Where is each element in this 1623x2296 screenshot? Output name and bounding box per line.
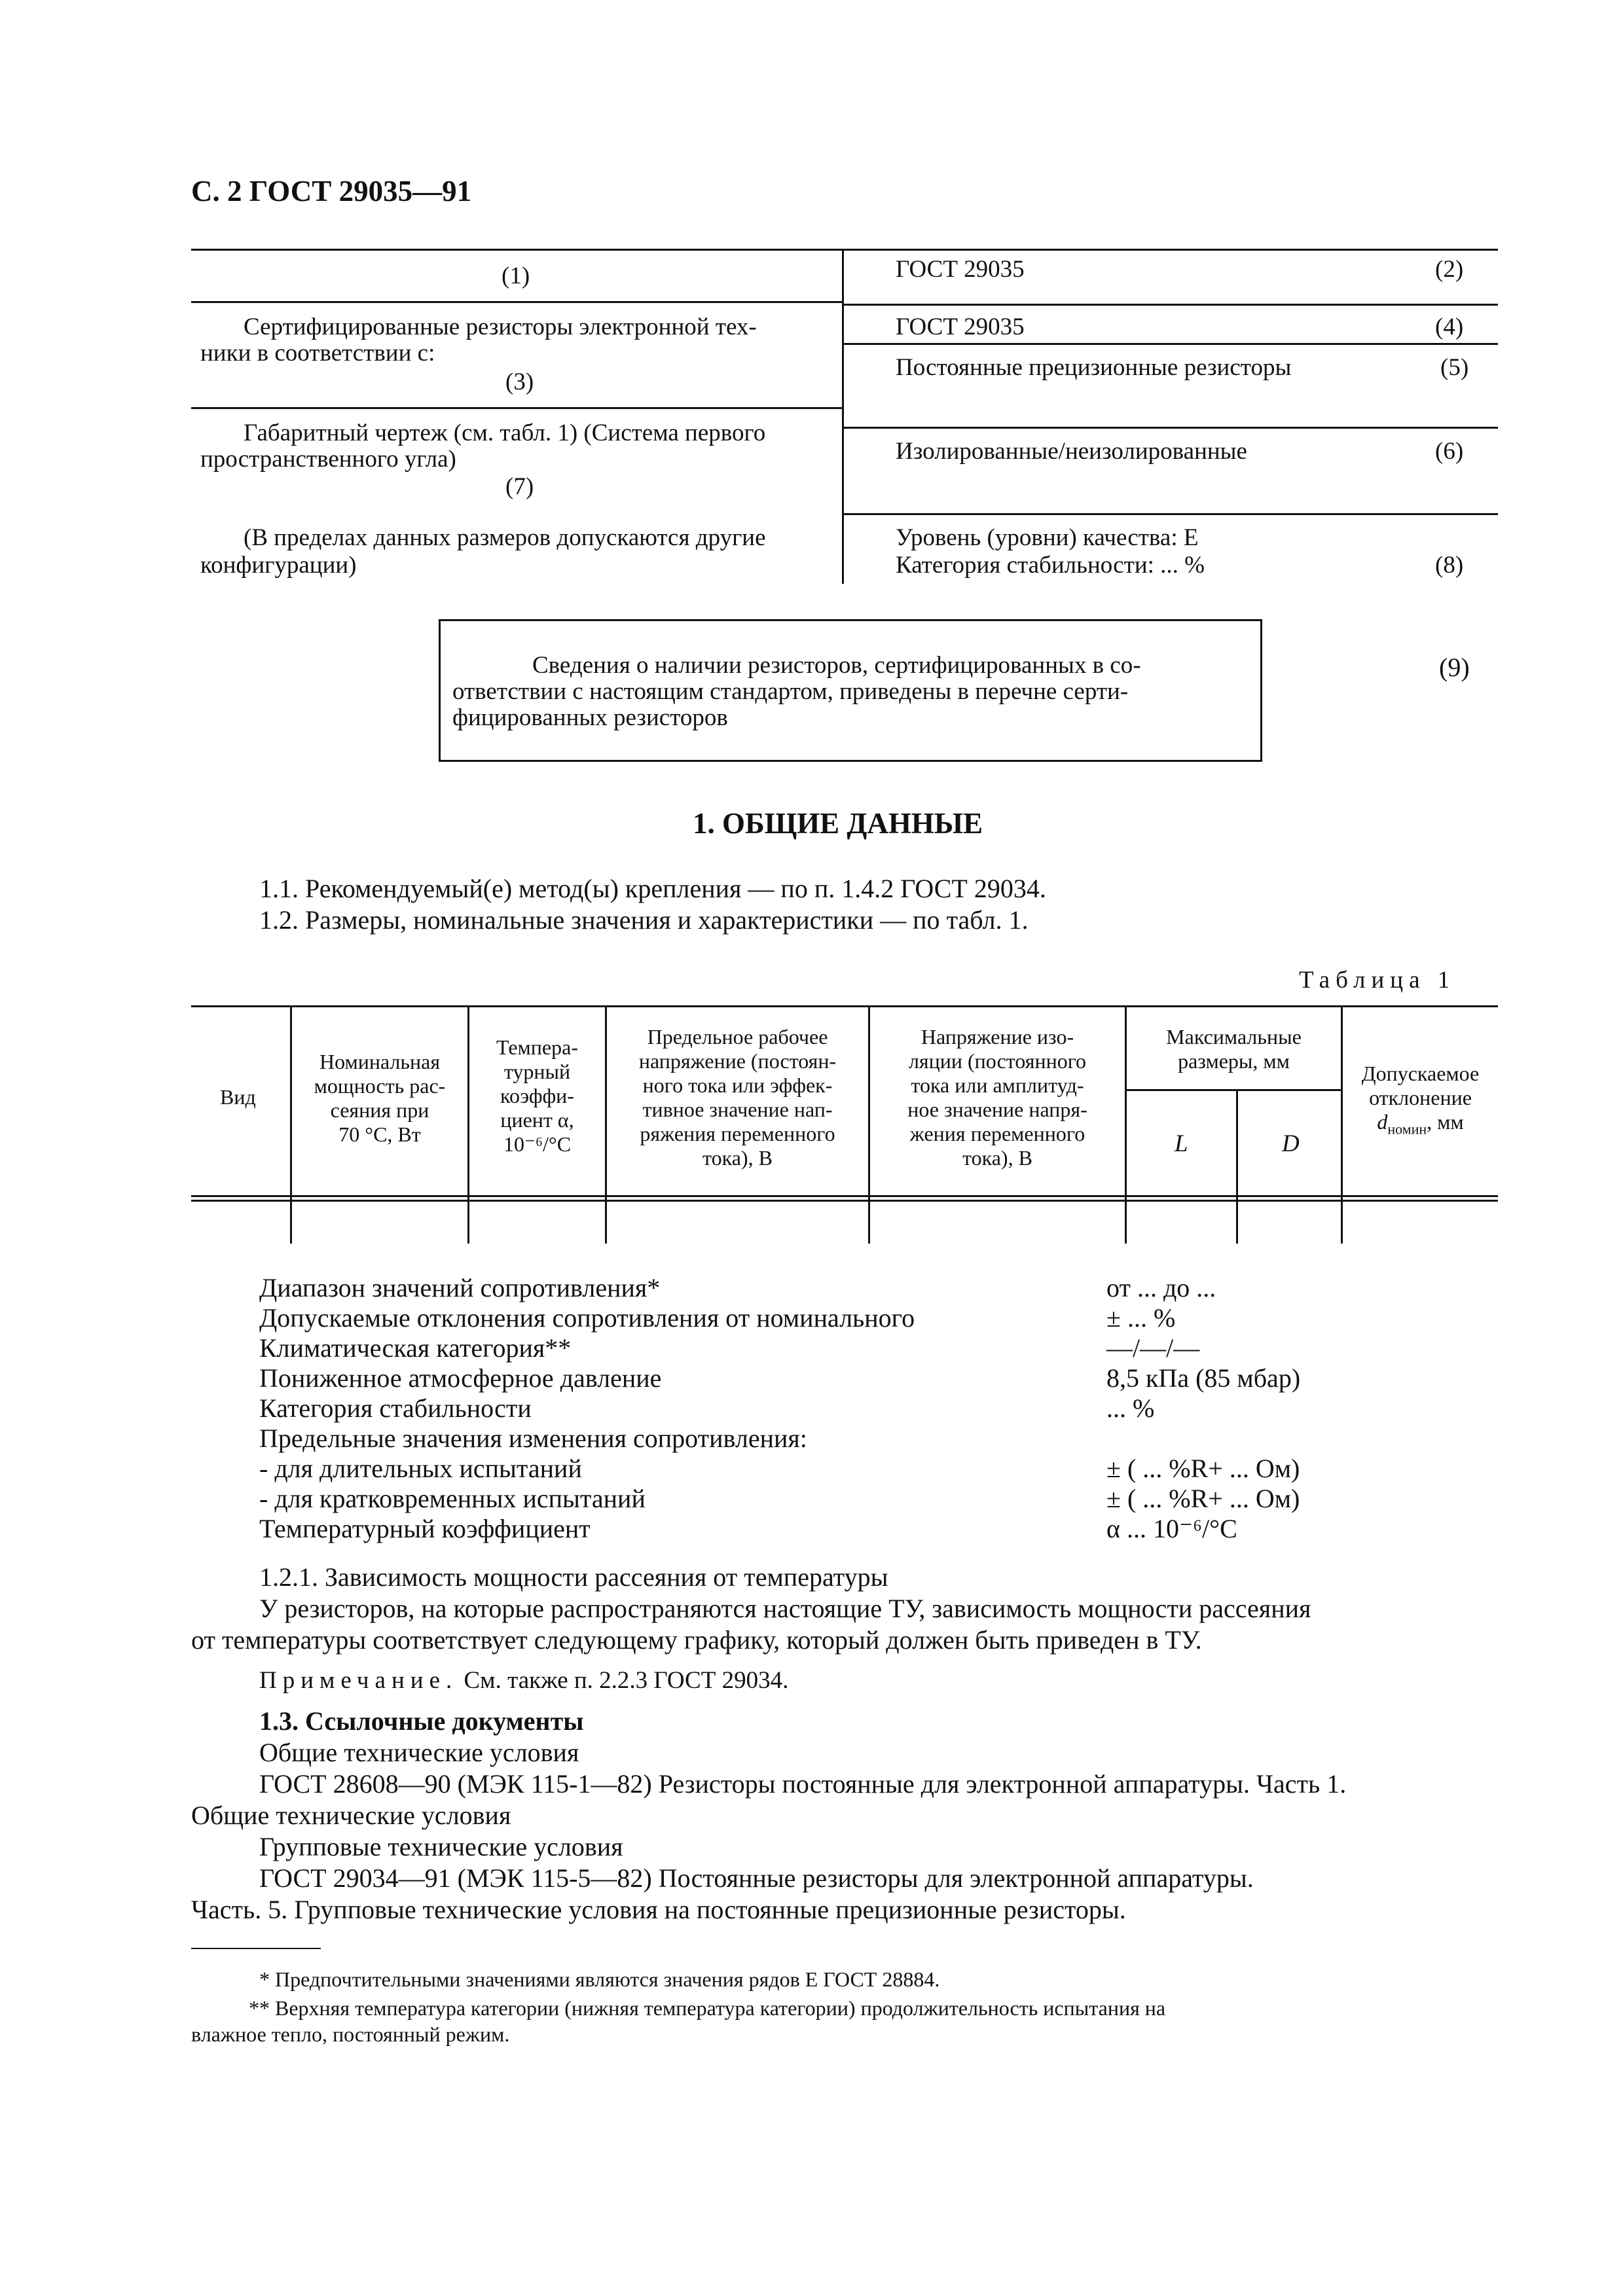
table-rule (191, 1005, 1498, 1007)
form-cell-number: (8) (1435, 552, 1464, 579)
column-header-temp-coefficient: Темпера- турный коэффи- циент α, 10⁻⁶/°С (496, 1035, 578, 1156)
form-left-text: Габаритный чертеж (см. табл. 1) (Система первого (244, 420, 766, 446)
parameter-value: α ... 10⁻⁶/°С (1106, 1514, 1237, 1543)
column-header-tolerance: Допускаемое отклонение $d_{номин}$, мм (1361, 1062, 1480, 1138)
form-center-rule (842, 249, 844, 584)
footnote: ** Верхняя температура категории (нижняя температура категории) продолжительность испытания на (249, 1996, 1166, 2020)
form-right-title: ГОСТ 29035 (896, 314, 1025, 340)
table-rule (191, 1195, 1498, 1197)
form-left-text: пространственного угла) (200, 446, 456, 473)
form-rule (191, 301, 843, 303)
parameter-value: —/—/— (1106, 1333, 1200, 1363)
reference: Часть. 5. Групповые технические условия на постоянные прецизионные резисторы. (191, 1895, 1126, 1924)
form-rule (842, 513, 1498, 515)
footnote-rule (191, 1948, 321, 1949)
parameter-label: Температурный коэффициент (259, 1514, 591, 1543)
notice-number: (9) (1439, 653, 1470, 682)
paragraph: 1.2. Размеры, номинальные значения и характеристики — по табл. 1. (259, 905, 1029, 935)
parameter-label: Категория стабильности (259, 1393, 532, 1423)
subsection-title: 1.2.1. Зависимость мощности рассеяния от температуры (259, 1562, 888, 1592)
note: Примечание. См. также п. 2.2.3 ГОСТ 29034. (259, 1667, 789, 1694)
form-right-text: Категория стабильности: ... % (896, 552, 1205, 579)
form-cell-number: (6) (1435, 438, 1464, 465)
paragraph: 1.1. Рекомендуемый(е) метод(ы) крепления — по п. 1.4.2 ГОСТ 29034. (259, 874, 1046, 903)
parameter-label: Предельные значения изменения сопротивления: (259, 1424, 807, 1453)
column-header-max-dimensions: Максимальные размеры, мм (1166, 1025, 1302, 1073)
form-left-text: Сертифицированные резисторы электронной тех- (244, 314, 757, 340)
form-left-text: (В пределах данных размеров допускаются другие (244, 524, 766, 551)
reference: ГОСТ 29034—91 (МЭК 115-5—82) Постоянные резисторы для электронной аппаратуры. (259, 1863, 1254, 1893)
table-rule (1236, 1089, 1238, 1244)
column-header-working-voltage: Предельное рабочее напряжение (постоян- ного тока или эффек- тивное значение нап- ряжения переменного тока), В (638, 1025, 837, 1170)
parameter-label: Пониженное атмосферное давление (259, 1363, 662, 1393)
column-header-type: Вид (220, 1085, 256, 1109)
form-right-text: Изолированные/неизолированные (896, 438, 1247, 465)
section-title: 1. ОБЩИЕ ДАННЫЕ (693, 807, 983, 840)
parameter-value: 8,5 кПа (85 мбар) (1106, 1363, 1301, 1393)
parameter-value: от ... до ... (1106, 1273, 1216, 1302)
parameter-label: Климатическая категория** (259, 1333, 572, 1363)
form-rule (842, 304, 1498, 306)
parameter-label: Диапазон значений сопротивления* (259, 1273, 661, 1302)
form-right-text: Постоянные прецизионные резисторы (896, 354, 1292, 381)
notice-text: фицированных резисторов (452, 704, 728, 731)
form-right-title: ГОСТ 29035 (896, 256, 1025, 283)
paragraph: Общие технические условия (259, 1738, 579, 1767)
reference: ГОСТ 28608—90 (МЭК 115-1—82) Резисторы постоянные для электронной аппаратуры. Часть 1. (259, 1769, 1347, 1799)
form-rule (842, 427, 1498, 429)
parameter-value: ± ... % (1106, 1303, 1176, 1333)
notice-text: Сведения о наличии резисторов, сертифицированных в со- (532, 652, 1141, 679)
subsection-title: 1.3. Ссылочные документы (259, 1706, 584, 1736)
parameter-value: ± ( ... %R+ ... Ом) (1106, 1454, 1300, 1483)
column-header-L: L (1175, 1130, 1188, 1157)
form-left-text: ники в соответствии с: (200, 340, 435, 367)
form-cell-number: (3) (505, 368, 534, 395)
column-header-isolation-voltage: Напряжение изо- ляции (постоянного тока или амплитуд- ное значение напря- жения переменного тока), В (907, 1025, 1087, 1170)
table-rule (1126, 1089, 1342, 1091)
form-cell-number: (1) (501, 262, 530, 289)
form-top-rule (191, 249, 1498, 251)
footnote: влажное тепло, постоянный режим. (191, 2022, 510, 2046)
reference: Общие технические условия (191, 1801, 511, 1830)
form-left-text: конфигурации) (200, 552, 357, 579)
form-cell-number: (7) (505, 473, 534, 500)
table-rule (191, 1200, 1498, 1202)
footnote: * Предпочтительными значениями являются значения рядов Е ГОСТ 28884. (259, 1967, 940, 1991)
form-cell-number: (4) (1435, 314, 1464, 340)
parameter-value: ... % (1106, 1393, 1155, 1423)
paragraph: от температуры соответствует следующему графику, который должен быть приведен в ТУ. (191, 1625, 1202, 1655)
form-rule (191, 407, 843, 409)
form-rule (842, 343, 1498, 345)
table-caption: Таблица 1 (1299, 967, 1456, 994)
notice-text: ответствии с настоящим стандартом, приведены в перечне серти- (452, 678, 1129, 705)
paragraph: Групповые технические условия (259, 1832, 623, 1861)
page-header: С. 2 ГОСТ 29035—91 (191, 175, 472, 207)
paragraph: У резисторов, на которые распространяются настоящие ТУ, зависимость мощности рассеяния (259, 1594, 1311, 1623)
parameter-label: - для кратковременных испытаний (259, 1484, 646, 1513)
column-header-D: D (1282, 1130, 1300, 1157)
form-cell-number: (5) (1440, 354, 1469, 381)
parameter-value: ± ( ... %R+ ... Ом) (1106, 1484, 1300, 1513)
parameter-label: - для длительных испытаний (259, 1454, 582, 1483)
certification-notice (439, 619, 1262, 762)
parameter-label: Допускаемые отклонения сопротивления от номинального (259, 1303, 915, 1333)
form-right-text: Уровень (уровни) качества: Е (896, 524, 1199, 551)
column-header-power: Номинальная мощность рас- сеяния при 70 °С, Вт (314, 1050, 446, 1146)
form-cell-number: (2) (1435, 256, 1464, 283)
